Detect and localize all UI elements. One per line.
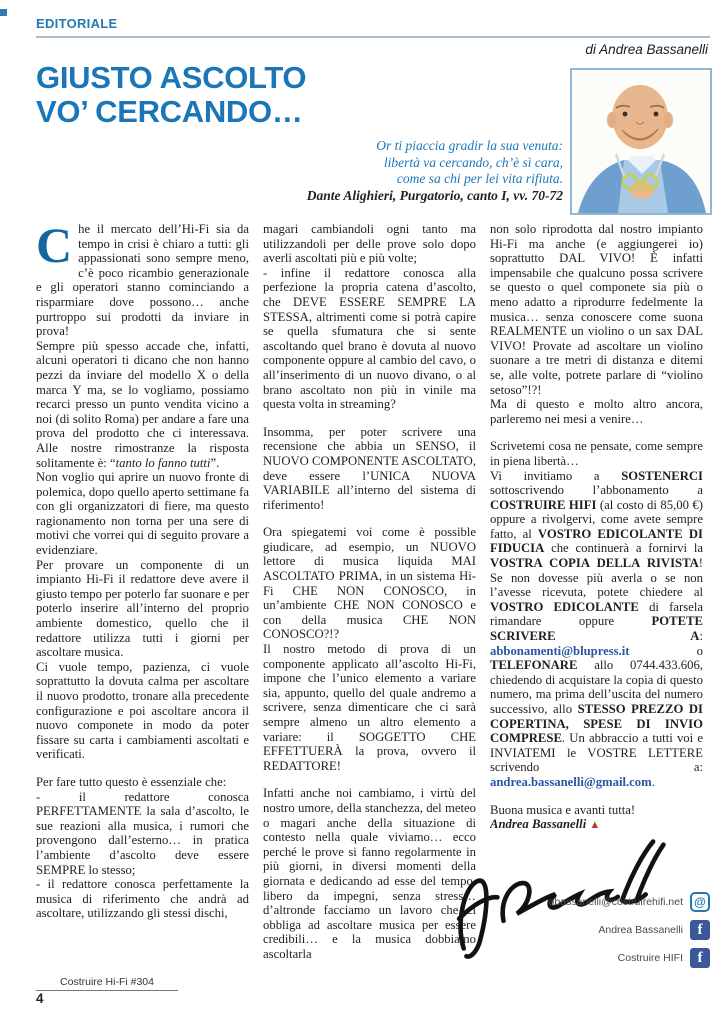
paragraph [36, 660, 249, 762]
at-icon: @ [690, 892, 710, 912]
text-run: . [651, 774, 655, 789]
header-rule [36, 36, 710, 38]
author-photo [570, 68, 712, 215]
text-run: - il redattore conosca perfettamente la musica di riferimento che andrà ad ascoltare, utilizzando gli stessi dischi, [36, 877, 249, 921]
author-logo-icon: ▲ [589, 819, 601, 832]
page-title-line2: VO’ CERCANDO… [36, 94, 303, 129]
text-run: magari cambiandoli ogni tanto ma utilizzandoli per delle prove solo dopo averli ascoltati più e più volte; [263, 222, 476, 266]
quote-attribution: Dante Alighieri, Purgatorio, canto I, vv. 70-72 [306, 187, 563, 203]
author-byline: di Andrea Bassanelli [585, 42, 708, 57]
facebook-icon: f [690, 920, 710, 940]
facebook-page-label[interactable]: Costruire HIFI [617, 952, 683, 964]
text-run: Ora spiegatemi voi come è possible giudicare, ad esempio, un NUOVO lettore di musica liquida MAI ASCOLTATO PRIMA, in un sistema Hi-Fi CHE NON CONOSCO, in un’ambiente CHE NON CONOSCO e con della musica CHE NON CONOSCO?!? [263, 525, 476, 642]
page-title [36, 61, 306, 129]
text-run: o [629, 643, 703, 658]
text-run: STESSO PREZZO DI COPERTINA, SPESE DI INVIO COMPRESE [490, 702, 703, 746]
paragraph [36, 790, 249, 878]
paragraph [263, 642, 476, 773]
paragraph [263, 222, 476, 266]
facebook-icon: f [690, 948, 710, 968]
text-run: Insomma, per poter scrivere una recensione che abbia un SENSO, il NUOVO COMPONENTE ASCOLTATO, deve essere l’UNICA NUOVA VARIABILE all’interno del sistema di riferimento! [263, 424, 476, 512]
text-run: TELEFONARE [490, 658, 578, 673]
email-link[interactable]: abbonamenti@blupress.it [490, 643, 630, 658]
page-title-line1: GIUSTO ASCOLTO [36, 60, 307, 95]
paragraph [36, 222, 249, 339]
text-run: : [699, 629, 703, 644]
footer-page-number: 4 [36, 991, 44, 1006]
paragraph [490, 439, 703, 468]
text-run: Vi invitiamo a [490, 468, 622, 483]
contact-row-email[interactable] [549, 892, 710, 912]
text-run: VOSTRO EDICOLANTE [490, 599, 639, 614]
text-run: che continuerà a fornirvi la [544, 541, 703, 556]
text-run: Andrea Bassanelli [490, 817, 587, 832]
text-run: VOSTRO EDICOLANTE DI FIDUCIA [490, 526, 703, 556]
paragraph [36, 558, 249, 660]
footer-magazine-issue: Costruire Hi-Fi #304 [36, 976, 178, 991]
text-run: ”. [210, 455, 220, 470]
text-run: Sempre più spesso accade che, infatti, alcuni operatori ti dicano che non hanno pezzi da inviare del modello X o della marca Y ma, se lo vogliamo, possiamo recarci presso un punto vendita vicino a noi (di solito Roma) per andare a fare una prova del prodotto che ci interessava. Alle nostre rimostranze la risposta solitamente è: “ [36, 338, 249, 470]
contact-rows [549, 892, 710, 968]
paragraph [490, 397, 703, 426]
text-run: di farsela rimandare oppure [490, 599, 703, 629]
text-run: tanto lo fanno tutti [115, 455, 211, 470]
text-run: . Un abbraccio a tutti voi e INVIATEMI le VOSTRE LETTERE scrivendo a: [490, 731, 703, 775]
paragraph [36, 470, 249, 558]
text-run: Per provare un componente di un impianto Hi-Fi il redattore deve avere il giusto tempo per poterlo far suonare e per poterlo inserire all’interno del proprio ambiente domestico, quello che il redattore utilizza tutti i giorni per ascoltare musica. [36, 557, 249, 660]
text-run: Il nostro metodo di prova di un componente applicato all’ascolto Hi-Fi, impone che l’unico elemento a variare sia, appunto, quello del quale andremo a scrivere, senza dimenticare che ci sarà sempre almeno un altro elemento a variare: il SOGGETTO CHE EFFETTUERÀ la prova, ovvero il REDATTORE! [263, 642, 476, 773]
email-link[interactable]: andrea.bassanelli@gmail.com [490, 774, 652, 789]
paragraph [490, 817, 703, 832]
text-run: Per fare tutto questo è essenziale che: [36, 774, 227, 789]
text-run: he il mercato dell’Hi-Fi sia da tempo in crisi è chiaro a tutti: gli appassionati sono sempre meno, c’è poco ricambio generazionale e gli operatori stanno cominciando a risparmiare dove possono… anche purtroppo sui prodotti da inviare in prova! [36, 222, 249, 339]
contact-row-facebook-page[interactable] [618, 948, 710, 968]
contact-email-site[interactable]: abassanelli@costruirehifi.net [548, 896, 683, 908]
text-run: Ci vuole tempo, pazienza, ci vuole soprattutto la dovuta calma per ascoltare il nuovo prodotto, tronare alla precedente configurazione e poi ascoltare ancora il nuovo componete in modo da poter fissare su carta i cambiamenti ascoltati e verificati. [36, 659, 249, 762]
text-run: VOSTRA COPIA DELLA RIVISTA [490, 556, 699, 571]
facebook-personal-label[interactable]: Andrea Bassanelli [598, 924, 683, 936]
paragraph [490, 222, 703, 397]
quote-line: libertà va cercando, ch’è sì cara, [383, 154, 563, 170]
text-run: COSTRUIRE HIFI [490, 497, 597, 512]
dante-quote [223, 138, 563, 204]
paragraph [36, 775, 249, 790]
text-run: Non voglio qui aprire un nuovo fronte di polemica, dopo quello aperto settimane fa con gli organizzatori di fiere, ma questo ragionamento non torna per una sere di motivi che vorrei qui di seguito provare a evidenziare. [36, 470, 249, 558]
quote-line: come sa chi per lei vita rifiuta. [396, 171, 563, 186]
text-run: allo 0744.433.606, chiedendo di acquistare la copia di questo numero, ma prima dell’uscita del numero successivo, allo [490, 658, 703, 716]
text-run: - infine il redattore conosca alla perfezione la propria catena d’ascolto, che DEVE ESSERE SEMPRE LA STESSA, altrimenti come si potrà capire se quella sfumatura che si sente ascoltando quel brano è dovuta al nuovo componente oppure al cambio del cavo, o all’inserimento di un nuovo divano, o al brano ascoltato non più in vinile ma questa volta in streaming? [263, 265, 476, 412]
paragraph [36, 877, 249, 921]
text-run: SOSTENERCI [621, 468, 703, 483]
section-label: EDITORIALE [36, 16, 118, 31]
text-run: (al costo di 85,00 €) oppure a rivolgervi, come avete sempre fatto, al [490, 497, 703, 541]
text-run: non solo riprodotta dal nostro impianto Hi-Fi ma anche (e aggiungerei io) soprattutto DAL VIVO! È infatti impensabile che qualcuno possa scrivere se questo o quel componete sia più o meno adatto a riprodurre fedelmente la musica… senza conoscere come suona REALMENTE un violino o un sax DAL VIVO! Provate ad ascoltare un violino suonare a tre metri di distanza e ditemi se, alle volte, potrete parlare di “violino setoso”!?! [490, 222, 703, 397]
text-run: Buona musica e avanti tutta! [490, 802, 636, 817]
text-run: sottoscrivendo l’abbonamento a [490, 483, 703, 498]
contact-row-facebook-personal[interactable] [598, 920, 710, 940]
text-run: Scrivetemi cosa ne pensate, come sempre in piena libertà… [490, 439, 703, 468]
text-run: ! Se non dovesse più averla o se non l’avesse ricevuta, potete chiedere al [490, 556, 703, 600]
paragraph [263, 425, 476, 513]
signature-block [452, 850, 712, 1020]
portrait-illustration [572, 70, 710, 213]
drop-cap: C [36, 222, 73, 273]
paragraph [490, 803, 703, 818]
text-run: Infatti anche noi cambiamo, i virtù del nostro umore, della stanchezza, del meteo o magari anche della situazione di contesto nella quale viviamo… ecco perché le prove si fanno regolarmente in più giorni, in diversi momenti della giornata e dedicando ad esse del tempo, libero da impegni, senza stress… d’altronde facciamo un lavoro che ci obbliga ad ascoltare musica per essere credibili… e la musica dobbiamo ascoltarla [263, 786, 476, 961]
paragraph [263, 266, 476, 412]
paragraph [490, 469, 703, 790]
paragraph [36, 339, 249, 470]
page-corner-mark [0, 9, 7, 16]
text-run: POTETE SCRIVERE A [490, 614, 703, 644]
paragraph [263, 525, 476, 642]
article-column-1 [36, 222, 249, 987]
text-run: - il redattore conosca PERFETTAMENTE la sala d’ascolto, le sue reazioni alla musica, i rumori che provengono dall’esterno… in pratica l’ambiente d’ascolto deve essere SEMPRE lo stesso; [36, 789, 249, 877]
quote-line: Or ti piaccia gradir la sua venuta: [376, 138, 563, 153]
text-run: Ma di questo e molto altro ancora, parleremo nei mesi a venire… [490, 397, 703, 426]
